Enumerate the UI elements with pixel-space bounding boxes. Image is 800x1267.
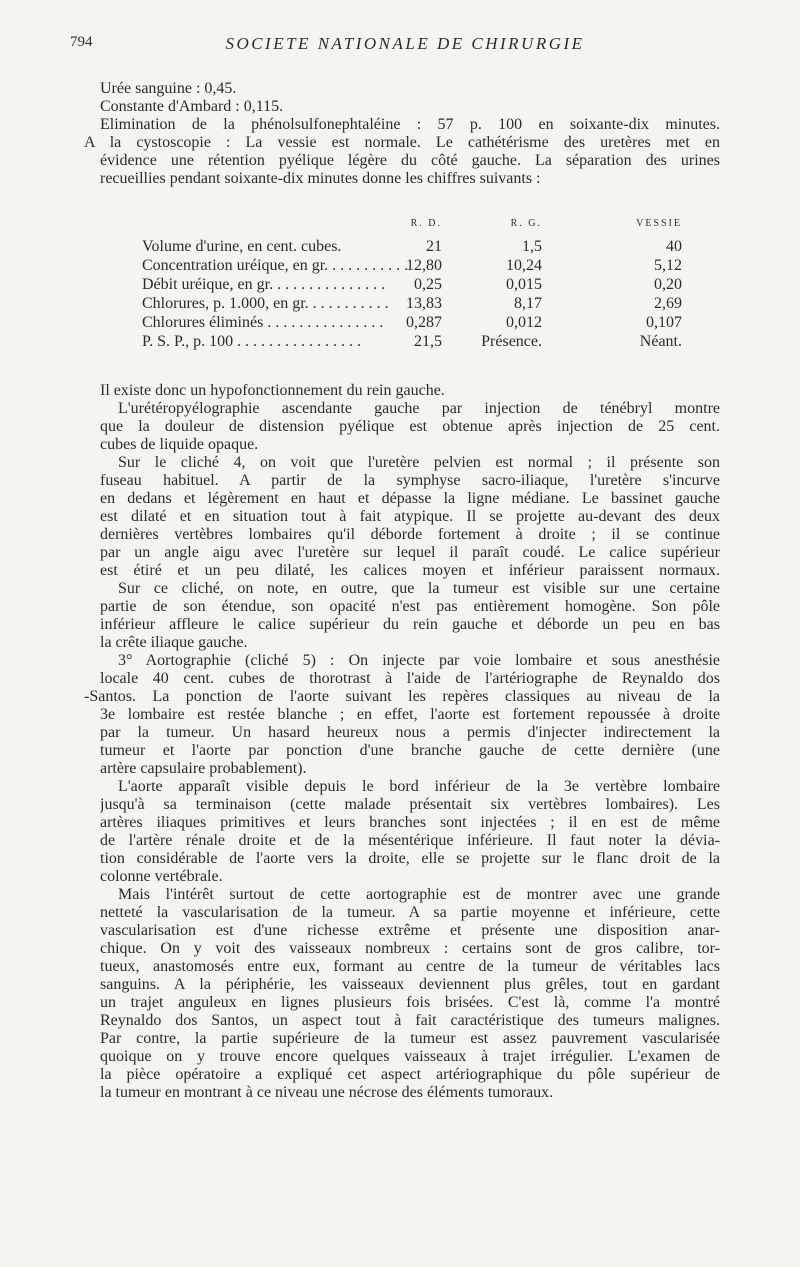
cell-vessie: 5,12	[654, 257, 682, 274]
text-line: quoique on y trouve encore quelques vaisseaux à trajet irrégulier. L'examen de	[100, 1048, 720, 1065]
text-line: Urée sanguine : 0,45.	[100, 80, 237, 97]
header-vessie: VESSIE	[636, 218, 682, 229]
cell-vessie: 0,107	[646, 314, 682, 331]
table-row	[142, 314, 702, 333]
cell-rg: 10,24	[506, 257, 542, 274]
text-line: 3° Aortographie (cliché 5) : On injecte par voie lombaire et sous anesthésie	[118, 652, 720, 669]
text-line: est étiré et un peu dilaté, les calices moyen et inférieur paraissent normaux.	[100, 562, 720, 579]
text-line: dernières vertèbres lombaires qu'il déborde fortement à droite ; il se continue	[100, 526, 720, 543]
text-line: que la douleur de distension pyélique est obtenue après injection de 25 cent.	[100, 418, 720, 435]
text-line: vascularisation est d'une richesse extrême et présente une disposition anar-	[100, 922, 720, 939]
text-line: par la tumeur. Un hasard heureux nous a permis d'injecter indirectement la	[100, 724, 720, 741]
intro-paragraph	[84, 80, 720, 188]
row-label: Chlorures, p. 1.000, en gr. . . . . . . . . . .	[142, 295, 389, 312]
text-line: Constante d'Ambard : 0,115.	[100, 98, 284, 115]
cell-rg: 0,012	[506, 314, 542, 331]
text-line: Sur ce cliché, on note, en outre, que la tumeur est visible sur une certaine	[118, 580, 720, 597]
running-title: SOCIETE NATIONALE DE CHIRURGIE	[225, 34, 585, 53]
text-line: Il existe donc un hypofonctionnement du rein gauche.	[100, 382, 445, 399]
cell-rg: 1,5	[522, 238, 542, 255]
text-line: Reynaldo dos Santos, un aspect tout à fait caractéristique des tumeurs malignes.	[100, 1012, 720, 1029]
row-label: P. S. P., p. 100 . . . . . . . . . . . . . . . .	[142, 333, 362, 350]
text-line: par un angle aigu avec l'uretère sur lequel il paraît coudé. Le calice supérieur	[100, 544, 720, 561]
cell-rd: 13,83	[406, 295, 442, 312]
cell-vessie: Néant.	[639, 333, 682, 350]
table-header	[142, 216, 702, 238]
table-row	[142, 238, 702, 257]
body-text	[84, 382, 720, 1102]
text-line: colonne vertébrale.	[100, 868, 223, 885]
text-line: locale 40 cent. cubes de thorotrast à l'aide de l'artériographe de Reynaldo dos	[100, 670, 720, 687]
text-line: partie de son étendue, son opacité n'est pas entièrement homogène. Son pôle	[100, 598, 720, 615]
row-label: Concentration uréique, en gr. . . . . . . . . . .	[142, 257, 409, 274]
table-row	[142, 295, 702, 314]
text-line: L'urétéropyélographie ascendante gauche par injection de ténébryl montre	[118, 400, 720, 417]
table-row	[142, 257, 702, 276]
text-line: netteté la vascularisation de la tumeur. A sa partie moyenne et inférieure, cette	[100, 904, 720, 921]
results-table	[142, 216, 702, 352]
cell-vessie: 0,20	[654, 276, 682, 293]
text-line: artères iliaques primitives et leurs branches sont injectées ; il en est de même	[100, 814, 720, 831]
cell-rg: 0,015	[506, 276, 542, 293]
text-line: tueux, anastomosés entre eux, formant au centre de la tumeur de véritables lacs	[100, 958, 720, 975]
cell-rd: 21,5	[414, 333, 442, 350]
text-line: Mais l'intérêt surtout de cette aortographie est de montrer avec une grande	[118, 886, 720, 903]
text-line: un trajet anguleux en lignes plusieurs fois brisées. C'est là, comme l'a montré	[100, 994, 720, 1011]
cell-vessie: 2,69	[654, 295, 682, 312]
text-line: cubes de liquide opaque.	[100, 436, 259, 453]
text-line: jusqu'à sa terminaison (cette malade présentait six vertèbres lombaires). Les	[100, 796, 720, 813]
table-row	[142, 276, 702, 295]
text-line: A la cystoscopie : La vessie est normale. Le cathétérisme des uretères met en	[84, 134, 720, 151]
text-line: tion considérable de l'aorte vers la droite, elle se projette sur le flanc droit de la	[100, 850, 720, 867]
page-number: 794	[70, 34, 93, 50]
table-row	[142, 333, 702, 352]
text-line: recueillies pendant soixante-dix minutes donne les chiffres suivants :	[100, 170, 541, 187]
cell-rd: 0,25	[414, 276, 442, 293]
text-line: 3e lombaire est restée blanche ; en effet, l'aorte est fortement repoussée à droite	[100, 706, 720, 723]
text-line: L'aorte apparaît visible depuis le bord inférieur de la 3e vertèbre lombaire	[118, 778, 720, 795]
cell-rd: 21	[426, 238, 442, 255]
text-line: de l'artère rénale droite et de la mésentérique inférieure. Il faut noter la dévia-	[100, 832, 720, 849]
table-body	[142, 238, 702, 352]
text-line: tumeur et l'aorte par ponction d'une branche gauche de cette dernière (une	[100, 742, 720, 759]
header-rd: R. D.	[410, 218, 442, 229]
text-line: inférieur affleure le calice supérieur du rein gauche et déborde un peu en bas	[100, 616, 720, 633]
text-line: Par contre, la partie supérieure de la tumeur est assez pauvrement vascularisée	[100, 1030, 720, 1047]
text-line: est dilaté et en situation tout à fait atypique. Il se projette au-devant des deux	[100, 508, 720, 525]
text-line: chique. On y voit des vaisseaux nombreux : certains sont de gros calibre, tor-	[100, 940, 720, 957]
row-label: Chlorures éliminés . . . . . . . . . . . . . . .	[142, 314, 384, 331]
text-line: Elimination de la phénolsulfonephtaléine : 57 p. 100 en soixante-dix minutes.	[100, 116, 720, 133]
cell-rg: Présence.	[481, 333, 542, 350]
text-line: la tumeur en montrant à ce niveau une nécrose des éléments tumoraux.	[100, 1084, 554, 1101]
text-line: évidence une rétention pyélique légère du côté gauche. La séparation des urines	[100, 152, 720, 169]
text-line: Sur le cliché 4, on voit que l'uretère pelvien est normal ; il présente son	[118, 454, 720, 471]
text-line: la crête iliaque gauche.	[100, 634, 248, 651]
text-line: artère capsulaire probablement).	[100, 760, 307, 777]
text-line: -Santos. La ponction de l'aorte suivant les repères classiques au niveau de la	[84, 688, 720, 705]
row-label: Volume d'urine, en cent. cubes.	[142, 238, 342, 255]
text-line: fuseau habituel. A partir de la symphyse sacro-iliaque, l'uretère s'incurve	[100, 472, 720, 489]
page-header	[70, 34, 740, 58]
row-label: Débit uréique, en gr. . . . . . . . . . . . . . .	[142, 276, 386, 293]
cell-rg: 8,17	[514, 295, 542, 312]
cell-rd: 0,287	[406, 314, 442, 331]
cell-rd: 12,80	[406, 257, 442, 274]
header-rg: R. G.	[510, 218, 542, 229]
text-line: sanguins. A la périphérie, les vaisseaux deviennent plus grêles, tout en gardant	[100, 976, 720, 993]
text-line: la pièce opératoire a expliqué cet aspect artériographique du pôle supérieur de	[100, 1066, 720, 1083]
text-line: en dedans et légèrement en haut et dépasse la ligne médiane. Le bassinet gauche	[100, 490, 720, 507]
cell-vessie: 40	[666, 238, 682, 255]
